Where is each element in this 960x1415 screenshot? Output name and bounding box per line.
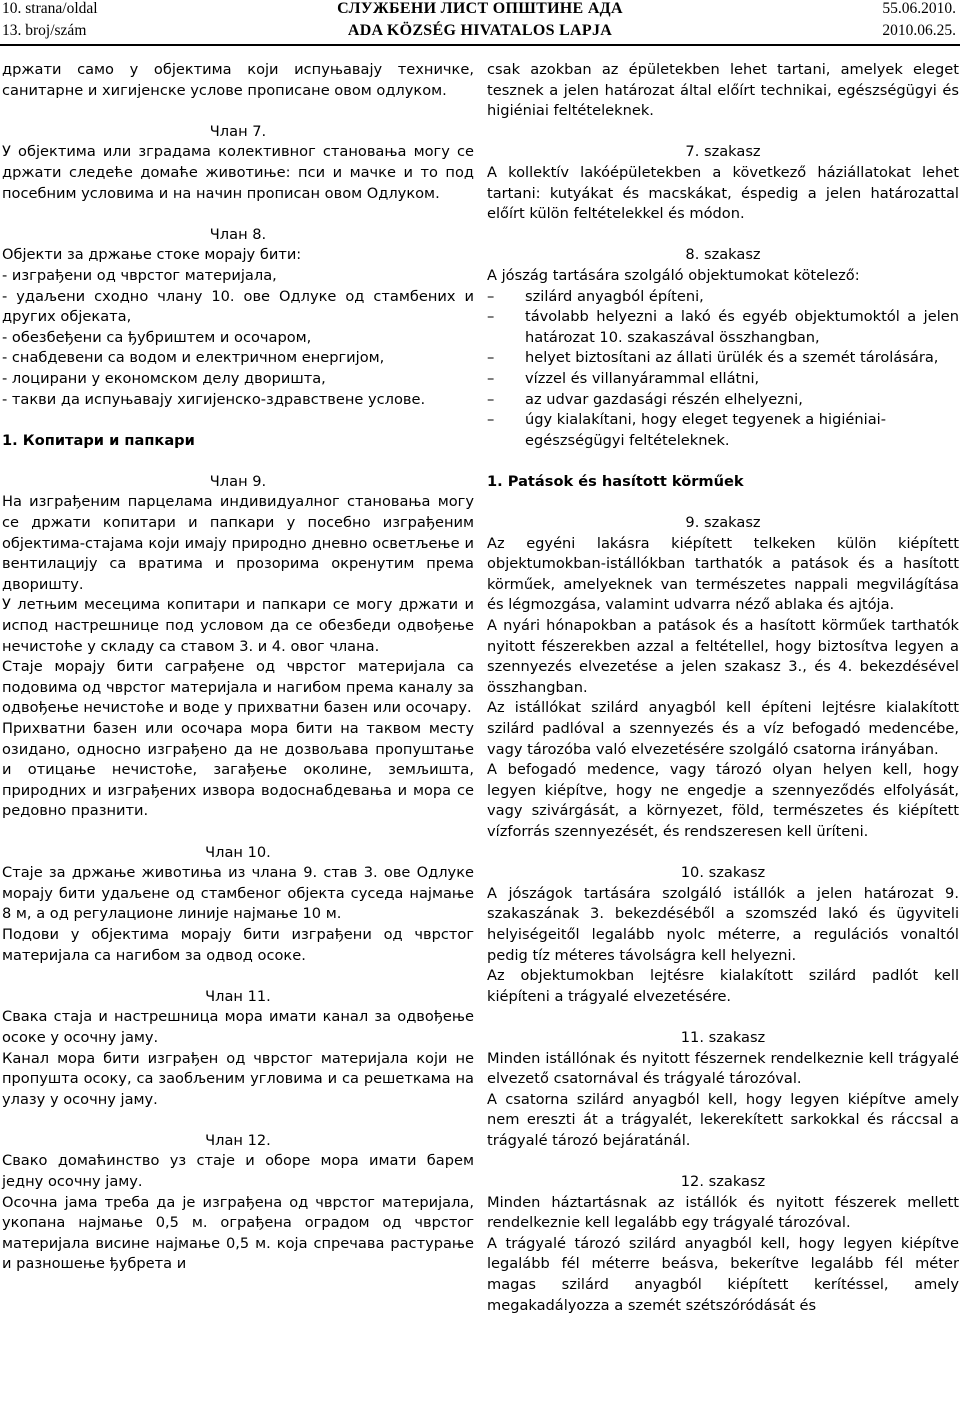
article-7-title: Члан 7.: [209, 122, 267, 140]
dash-bullet: –: [487, 349, 495, 367]
article-8-title: 8. szakasz: [685, 246, 761, 264]
article-9-paragraph: Прихватни базен или осочара мора бити на таквом месту озидано, односно изграђено да не дозвољава пропуштање и отицање нечистоће, загађење околине, земљишта, природних и изграђених извора водоснабдевања и мора се редовно празнити.: [2, 720, 474, 820]
article-11-title: Члан 11.: [205, 987, 271, 1005]
article-7-text: A kollektív lakóépületekben a következő háziállatokat lehet tartani: kutyákat és macskákat, éspedig a jelen határozattal előírt külön feltételekkel és módon.: [487, 163, 959, 223]
article-11-paragraph: Minden istállónak és nyitott fészernek rendelkeznie kell trágyalé elvezető csatornával és trágyalé tározóval.: [487, 1049, 959, 1088]
header-divider: [0, 44, 960, 46]
article-7-title: 7. szakasz: [685, 143, 761, 161]
date-serbian: 55.06.2010.: [882, 0, 956, 17]
article-9-paragraph: На изграђеним парцелама индивидуалног становања могу се држати копитари и папкари у посебно изграђеним објектима-стајама који имају природно дневно осветљење и вентилацију са вратима и прозорима окренутим према дворишту.: [2, 493, 474, 593]
article-9-paragraph: Стаје морају бити саграђене од чврстог материјала са подовима од чврстог материјала и нагибом према каналу за одвођење нечистоће и воде у прихватни базен или осочару.: [2, 658, 474, 717]
article-9-paragraph: Az egyéni lakásra kiépített telkeken külön kiépített objektumokban-istállókban tarthatók a patások és a hasított körműek, amelyeknek van természetes nappali megvilágítása és légmozgása, valamint udvarra néző ablaka és ajtója.: [487, 534, 959, 614]
date-hungarian: 2010.06.25.: [882, 22, 956, 39]
article-12-title: 12. szakasz: [680, 1173, 766, 1191]
article-9-paragraph: A befogadó medence, vagy tározó olyan helyen kell, hogy legyen kiépítve, hogy ne engedje a szennyeződés elfolyását, vagy szivárgását, a környezet, föld, természetes és kiépített vízforrás szennyezését, és rendszeresen kell üríteni.: [487, 761, 959, 840]
article-9-paragraph: A nyári hónapokban a patások és a hasított körműek tarthatók nyitott fészerekben azzal a feltétellel, hogy biztosítva legyen a szennyezés elvezetése a jelen szakasz 3., és 4. bekezdésével összhangban.: [487, 617, 959, 696]
dash-bullet: –: [487, 411, 495, 429]
article-12-paragraph: Свако домаћинство уз стаје и оборе мора имати барем једну осочну јаму.: [2, 1152, 474, 1191]
article-12-title: Члан 12.: [205, 1131, 271, 1149]
hungarian-column: [487, 60, 959, 1316]
article-8-line: - удаљени сходно члану 10. ове Одлуке од стамбених и других објеката,: [2, 287, 474, 326]
article-8-title: Члан 8.: [209, 225, 267, 243]
article-11-paragraph: Канал мора бити изграђен од чврстог материјала који не пропушта осоку, са заобљеним угловима и са решеткама на улазу у осочну јаму.: [2, 1049, 474, 1108]
article-10-paragraph: Стаје за држање животиња из члана 9. став 3. ове Одлуке морају бити удаљене од стамбеног објекта суседа најмање 8 м, а од регулационе линије најмање 10 м.: [2, 864, 474, 923]
article-9-paragraph: Az istállókat szilárd anyagból kell építeni lejtésre kialakított szilárd padlóval a szennyezés és a víz befogadó medencébe, vagy tározóba való elvezetésére szolgáló csatorna irányában.: [487, 699, 959, 758]
section-1-heading: 1. Копитари и папкари: [2, 431, 195, 449]
article-8-list-item: – vízzel és villanyárammal ellátni,: [487, 369, 959, 390]
article-9-title: 9. szakasz: [685, 514, 761, 532]
page-header: [0, 0, 960, 46]
article-7-text: У објектима или зградама колективног становања могу се држати следеће домаће животиње: пси и мачке и то под посебним условима и на начин прописан овом Одлуком.: [2, 143, 474, 202]
article-10-paragraph: A jószágok tartására szolgáló istállók a jelen határozat 9. szakaszának 3. bekezdéséből a szomszéd lakó és ügyviteli helyiségeitől legalább nyolc méterre, a regulációs vonaltól pedig tíz méteres távolságra kell helyezni.: [487, 884, 959, 964]
article-10-paragraph: Az objektumokban lejtésre kialakított szilárd padlót kell kiépíteni a trágyalé elvezetésére.: [487, 967, 959, 1005]
issue-number: 13. broj/szám: [2, 22, 87, 39]
article-8-line: A jószág tartására szolgáló objektumokat kötelező:: [487, 266, 860, 284]
article-10-title: 10. szakasz: [680, 864, 766, 882]
dash-bullet: –: [487, 308, 495, 326]
journal-title-hungarian: ADA KÖZSÉG HIVATALOS LAPJA: [347, 22, 613, 39]
article-8-list-item: – szilárd anyagból építeni,: [487, 287, 959, 308]
article-12-paragraph: Осочна јама треба да је изграђена од чврстог материјала, укопана најмање 0,5 м. ограђена оградом од чврстог материјала висине најмање 0,5 м. која спречава растурање и разношење ђубрета и: [2, 1193, 474, 1273]
dash-bullet: –: [487, 390, 495, 408]
continuation-paragraph: csak azokban az épületekben lehet tartani, amelyek eleget tesznek a jelen határozat által előírt technikai, egészségügyi és higiéniai feltételeknek.: [487, 61, 959, 120]
dash-bullet: –: [487, 287, 495, 305]
page-number-serbian: 10. strana/oldal: [2, 0, 98, 17]
article-8-line: Објекти за држање стоке морају бити:: [2, 246, 302, 264]
article-9-paragraph: У летњим месецима копитари и папкари се могу држати и испод настрешнице под условом да се обезбеди одвођење нечистоће у складу са ставом 3. и 4. овог члана.: [2, 596, 474, 655]
article-11-title: 11. szakasz: [680, 1028, 766, 1046]
article-12-paragraph: Minden háztartásnak az istállók és nyitott fészerek mellett rendelkeznie kell legalább egy trágyalé tározóval.: [487, 1193, 959, 1232]
article-8-line: - лоцирани у економском делу дворишта,: [2, 369, 326, 387]
article-11-paragraph: Свака стаја и настрешница мора имати канал за одвођење осоке у осочну јаму.: [2, 1008, 474, 1046]
article-8-line: - изграђени од чврстог материјала,: [2, 266, 277, 284]
article-8-list-item: – úgy kialakítani, hogy eleget tegyenek a higiéniai-egészségügyi feltételeknek.: [487, 410, 959, 451]
article-8-line: - такви да испуњавају хигијенско-здравствене услове.: [2, 390, 426, 408]
continuation-paragraph: држати само у објектима који испуњавају техничке, санитарне и хигијенске услове прописане овом одлуком.: [2, 61, 474, 99]
article-11-paragraph: A csatorna szilárd anyagból kell, hogy legyen kiépítve amely nem ereszti át a trágyalét, lekerekített sarkokkal és ráccsal a trágyalé tározó bejáratánál.: [487, 1090, 959, 1149]
article-10-title: Члан 10.: [205, 843, 271, 861]
article-8-list-item: – helyet biztosítani az állati ürülék és a szemét tárolására,: [487, 348, 959, 369]
dash-bullet: –: [487, 369, 495, 387]
article-8-line: - обезбеђени са ђубриштем и осочаром,: [2, 328, 312, 346]
article-8-list-item: – távolabb helyezni a lakó és egyéb objektumoktól a jelen határozat 10. szakaszával összhangban,: [487, 307, 959, 348]
article-8-list-item: – az udvar gazdasági részén elhelyezni,: [487, 390, 959, 411]
article-9-title: Члан 9.: [209, 472, 267, 490]
serbian-column: [2, 60, 474, 1275]
journal-title-serbian: СЛУЖБЕНИ ЛИСТ ОПШТИНЕ АДА: [337, 0, 623, 17]
article-8-line: - снабдевени са водом и електричном енергијом,: [2, 349, 385, 367]
article-12-paragraph: A trágyalé tározó szilárd anyagból kell, hogy legyen kiépítve legalább fél méterre beásva, bekerítve legalább fél méter magas szilárd anyagból kiépített kerítéssel, amely megakadályozza a szemét szétszóródását és: [487, 1234, 959, 1314]
section-1-heading: 1. Patások és hasított körműek: [487, 472, 744, 490]
article-10-paragraph: Подови у објектима морају бити изграђени од чврстог материјала са нагибом за одвод осоке.: [2, 925, 474, 964]
